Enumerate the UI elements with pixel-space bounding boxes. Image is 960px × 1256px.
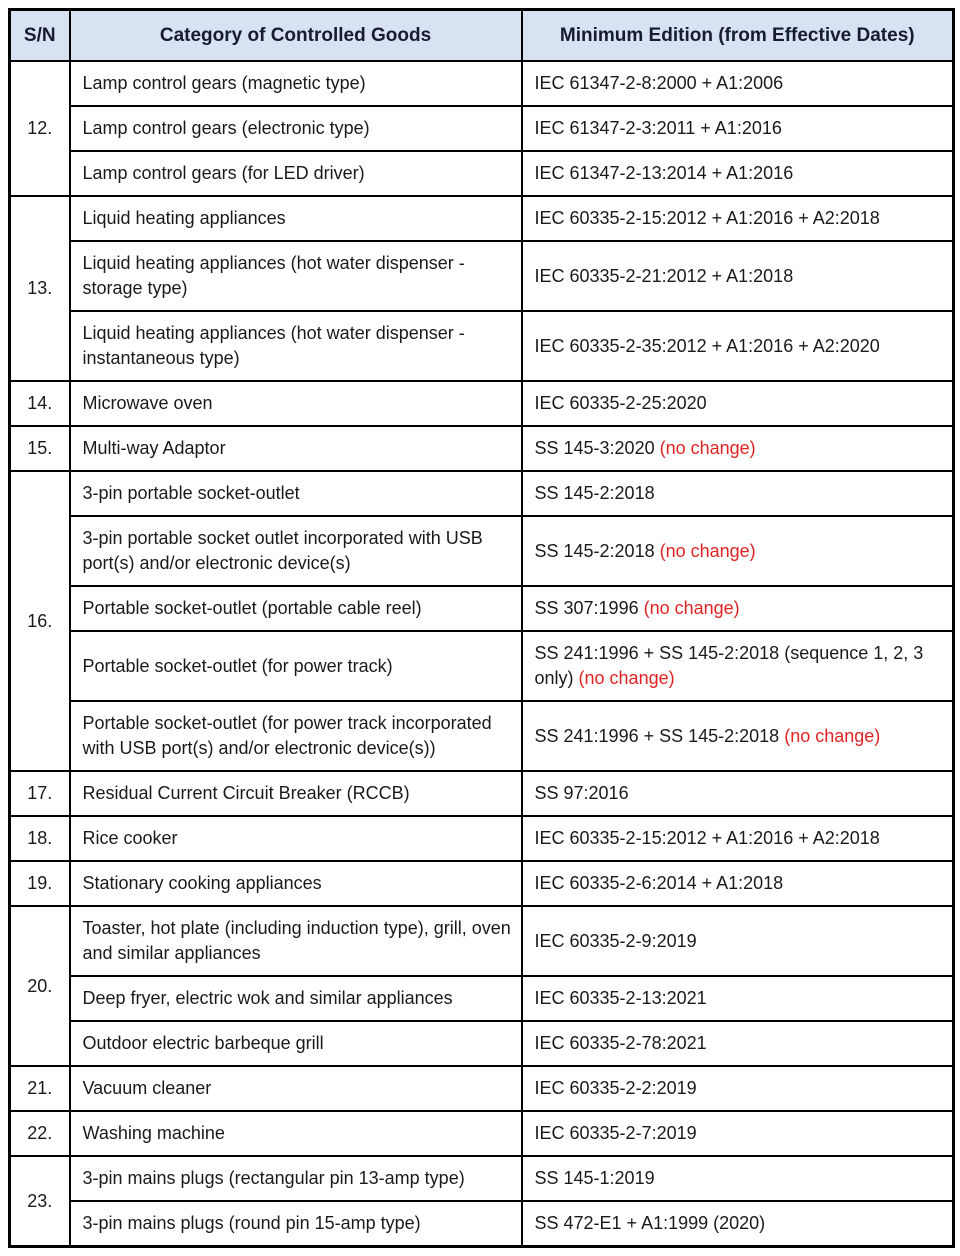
sn-cell: 17. [10, 771, 70, 816]
edition-text: SS 307:1996 [534, 598, 639, 618]
category-cell: Portable socket-outlet (for power track incorporated with USB port(s) and/or electronic device(s)) [70, 701, 522, 771]
category-cell: Deep fryer, electric wok and similar appliances [70, 976, 522, 1021]
table-row [10, 976, 954, 1021]
sn-cell: 20. [10, 906, 70, 1066]
edition-cell [522, 151, 954, 196]
edition-text: IEC 60335-2-13:2021 [534, 988, 707, 1008]
category-cell: Stationary cooking appliances [70, 861, 522, 906]
edition-cell [522, 586, 954, 631]
edition-cell [522, 816, 954, 861]
edition-text: SS 145-2:2018 [534, 540, 655, 561]
category-cell: Toaster, hot plate (including induction type), grill, oven and similar appliances [70, 906, 522, 976]
edition-cell [522, 1156, 954, 1201]
sn-cell: 16. [10, 471, 70, 771]
edition-cell [522, 311, 954, 381]
edition-text: SS 97:2016 [534, 783, 629, 803]
edition-cell [522, 196, 954, 241]
table-row [10, 516, 954, 586]
category-cell: 3-pin mains plugs (rectangular pin 13-amp type) [70, 1156, 522, 1201]
edition-text: IEC 60335-2-7:2019 [534, 1123, 697, 1143]
header-edition: Minimum Edition (from Effective Dates) [522, 10, 954, 62]
category-cell: Liquid heating appliances (hot water dispenser - storage type) [70, 241, 522, 311]
category-cell: Portable socket-outlet (for power track) [70, 631, 522, 701]
category-cell: Portable socket-outlet (portable cable reel) [70, 586, 522, 631]
edition-text: SS 145-1:2019 [534, 1168, 655, 1188]
edition-cell [522, 1111, 954, 1156]
edition-cell [522, 61, 954, 106]
edition-text: IEC 61347-2-3:2011 + A1:2016 [534, 118, 782, 138]
table-row [10, 586, 954, 631]
sn-cell: 12. [10, 61, 70, 196]
edition-text: SS 145-3:2020 [534, 438, 655, 458]
edition-cell [522, 1201, 954, 1247]
edition-text: IEC 60335-2-78:2021 [534, 1033, 707, 1053]
table-row [10, 861, 954, 906]
edition-cell [522, 861, 954, 906]
sn-cell: 15. [10, 426, 70, 471]
edition-text: SS 241:1996 + SS 145-2:2018 (sequence 1, 2, 3 only) [534, 643, 924, 688]
table-row [10, 631, 954, 701]
category-cell: Liquid heating appliances (hot water dispenser - instantaneous type) [70, 311, 522, 381]
edition-text: IEC 61347-2-8:2000 + A1:2006 [534, 73, 784, 93]
table-row [10, 701, 954, 771]
no-change-flag: (no change) [659, 540, 756, 561]
edition-text: IEC 60335-2-15:2012 + A1:2016 + A2:2018 [534, 828, 880, 848]
table-row [10, 1066, 954, 1111]
category-cell: Washing machine [70, 1111, 522, 1156]
edition-text: IEC 60335-2-6:2014 + A1:2018 [534, 873, 784, 893]
table-row [10, 151, 954, 196]
no-change-flag: (no change) [643, 598, 740, 618]
sn-cell: 23. [10, 1156, 70, 1247]
edition-text: IEC 60335-2-9:2019 [534, 930, 697, 951]
edition-cell [522, 771, 954, 816]
table-row [10, 1201, 954, 1247]
edition-text: IEC 60335-2-25:2020 [534, 393, 707, 413]
no-change-flag: (no change) [784, 725, 881, 746]
edition-cell [522, 906, 954, 976]
header-sn: S/N [10, 10, 70, 62]
table-row [10, 1111, 954, 1156]
table-row [10, 906, 954, 976]
table-row [10, 426, 954, 471]
edition-cell [522, 241, 954, 311]
edition-text: IEC 60335-2-21:2012 + A1:2018 [534, 265, 794, 286]
category-cell: Vacuum cleaner [70, 1066, 522, 1111]
table-row [10, 816, 954, 861]
table-row [10, 61, 954, 106]
controlled-goods-table [8, 8, 955, 1248]
category-cell: Residual Current Circuit Breaker (RCCB) [70, 771, 522, 816]
table-row [10, 471, 954, 516]
header-category: Category of Controlled Goods [70, 10, 522, 62]
table-row [10, 381, 954, 426]
edition-text: IEC 60335-2-15:2012 + A1:2016 + A2:2018 [534, 208, 880, 228]
sn-cell: 13. [10, 196, 70, 381]
category-cell: Outdoor electric barbeque grill [70, 1021, 522, 1066]
table-row [10, 1156, 954, 1201]
category-cell: Microwave oven [70, 381, 522, 426]
category-cell: 3-pin portable socket outlet incorporated with USB port(s) and/or electronic device(s) [70, 516, 522, 586]
category-cell: 3-pin mains plugs (round pin 15-amp type) [70, 1201, 522, 1247]
edition-cell [522, 976, 954, 1021]
table-row [10, 196, 954, 241]
edition-text: IEC 61347-2-13:2014 + A1:2016 [534, 163, 794, 183]
table-row [10, 1021, 954, 1066]
category-cell: Lamp control gears (for LED driver) [70, 151, 522, 196]
edition-cell [522, 106, 954, 151]
edition-text: IEC 60335-2-35:2012 + A1:2016 + A2:2020 [534, 335, 880, 356]
no-change-flag: (no change) [659, 438, 756, 458]
category-cell: Liquid heating appliances [70, 196, 522, 241]
edition-text: SS 145-2:2018 [534, 483, 655, 503]
sn-cell: 21. [10, 1066, 70, 1111]
edition-cell [522, 631, 954, 701]
edition-text: SS 472-E1 + A1:1999 (2020) [534, 1213, 766, 1233]
edition-cell [522, 1021, 954, 1066]
edition-cell [522, 426, 954, 471]
table-row [10, 106, 954, 151]
no-change-flag: (no change) [578, 668, 675, 688]
table-row [10, 311, 954, 381]
edition-cell [522, 516, 954, 586]
table-row [10, 241, 954, 311]
table-header-row [10, 10, 954, 62]
edition-cell [522, 701, 954, 771]
edition-text: SS 241:1996 + SS 145-2:2018 [534, 725, 780, 746]
category-cell: Multi-way Adaptor [70, 426, 522, 471]
table-body [10, 61, 954, 1247]
edition-cell [522, 381, 954, 426]
sn-cell: 19. [10, 861, 70, 906]
sn-cell: 22. [10, 1111, 70, 1156]
category-cell: Lamp control gears (magnetic type) [70, 61, 522, 106]
category-cell: 3-pin portable socket-outlet [70, 471, 522, 516]
edition-text: IEC 60335-2-2:2019 [534, 1078, 697, 1098]
edition-cell [522, 1066, 954, 1111]
category-cell: Rice cooker [70, 816, 522, 861]
sn-cell: 14. [10, 381, 70, 426]
table-row [10, 771, 954, 816]
category-cell: Lamp control gears (electronic type) [70, 106, 522, 151]
sn-cell: 18. [10, 816, 70, 861]
edition-cell [522, 471, 954, 516]
